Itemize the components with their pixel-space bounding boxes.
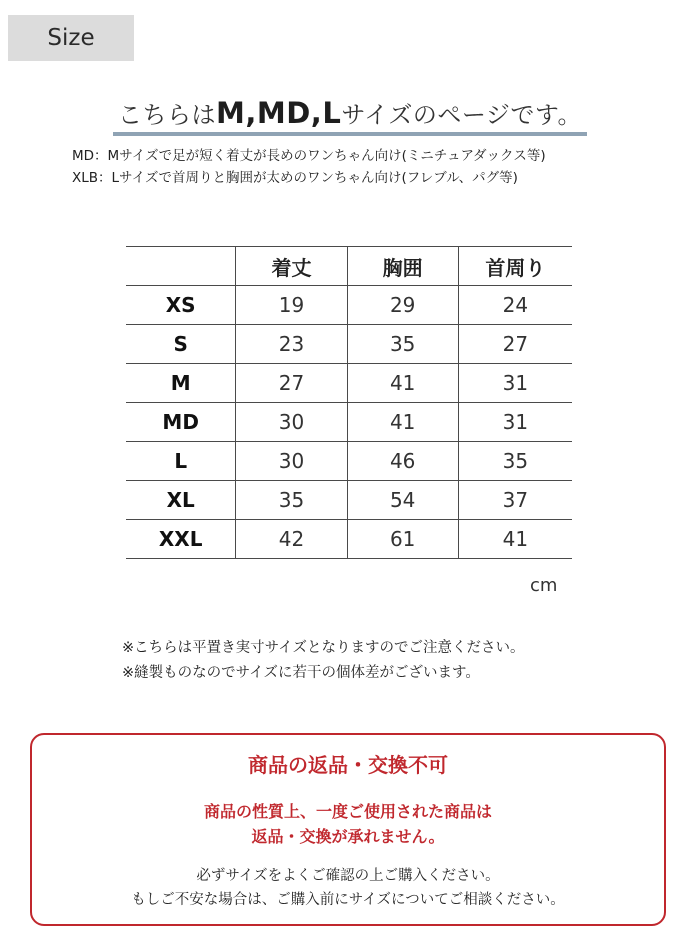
header-cell-length: 着丈 (236, 247, 347, 286)
size-tab (8, 15, 134, 61)
table-row (126, 481, 572, 520)
notice-advice-line: もしご不安な場合は、ご購入前にサイズについてご相談ください。 (131, 892, 565, 908)
length-value: 30 (236, 403, 347, 442)
caution-notes (122, 636, 525, 686)
notice-warning-line: 商品の性質上、一度ご使用された商品は (203, 802, 492, 821)
no-return-notice-box (30, 733, 666, 926)
note-md: MD：Mサイズで足が短く着丈が長めのワンちゃん向け(ミニチュアダックス等) (72, 148, 546, 164)
header-cell-chest: 胸囲 (347, 247, 458, 286)
neck-value: 24 (458, 286, 572, 325)
table-row (126, 442, 572, 481)
note-xlb: XLB：Lサイズで首周りと胸囲が太めのワンちゃん向け(フレブル、パグ等) (72, 170, 518, 186)
size-label: XL (126, 481, 236, 520)
unit-label: cm (530, 575, 558, 596)
headline-underline (113, 132, 587, 136)
chest-value: 46 (347, 442, 458, 481)
neck-value: 31 (458, 403, 572, 442)
size-label: M (126, 364, 236, 403)
table-row (126, 286, 572, 325)
notice-title: 商品の返品・交換不可 (248, 753, 448, 777)
chest-value: 41 (347, 403, 458, 442)
notice-warning (32, 799, 664, 849)
length-value: 19 (236, 286, 347, 325)
size-notes (72, 145, 546, 189)
chest-value: 29 (347, 286, 458, 325)
header-cell-empty (126, 247, 236, 286)
neck-value: 35 (458, 442, 572, 481)
table-row (126, 520, 572, 559)
caution-line: ※縫製ものなのでサイズに若干の個体差がございます。 (122, 665, 480, 681)
page-headline (0, 95, 700, 130)
size-label: S (126, 325, 236, 364)
chest-value: 61 (347, 520, 458, 559)
table-header-row (126, 247, 572, 286)
notice-advice (32, 864, 664, 912)
length-value: 35 (236, 481, 347, 520)
caution-line: ※こちらは平置き実寸サイズとなりますのでご注意ください。 (122, 640, 525, 656)
neck-value: 41 (458, 520, 572, 559)
chest-value: 35 (347, 325, 458, 364)
length-value: 30 (236, 442, 347, 481)
length-value: 42 (236, 520, 347, 559)
neck-value: 27 (458, 325, 572, 364)
size-label: XXL (126, 520, 236, 559)
neck-value: 37 (458, 481, 572, 520)
table-row (126, 364, 572, 403)
table-row (126, 325, 572, 364)
size-label: XS (126, 286, 236, 325)
header-cell-neck: 首周り (458, 247, 572, 286)
chest-value: 54 (347, 481, 458, 520)
notice-warning-line: 返品・交換が承れません。 (251, 827, 445, 846)
headline-prefix: こちらは (118, 101, 216, 129)
length-value: 23 (236, 325, 347, 364)
notice-advice-line: 必ずサイズをよくご確認の上ご購入ください。 (196, 868, 500, 884)
chest-value: 41 (347, 364, 458, 403)
neck-value: 31 (458, 364, 572, 403)
table-row (126, 403, 572, 442)
size-label: MD (126, 403, 236, 442)
size-tab-label: Size (47, 25, 95, 51)
size-table (126, 246, 572, 559)
size-label: L (126, 442, 236, 481)
headline-sizes: M,MD,L (216, 96, 342, 130)
length-value: 27 (236, 364, 347, 403)
headline-suffix: サイズのページです。 (341, 101, 582, 129)
